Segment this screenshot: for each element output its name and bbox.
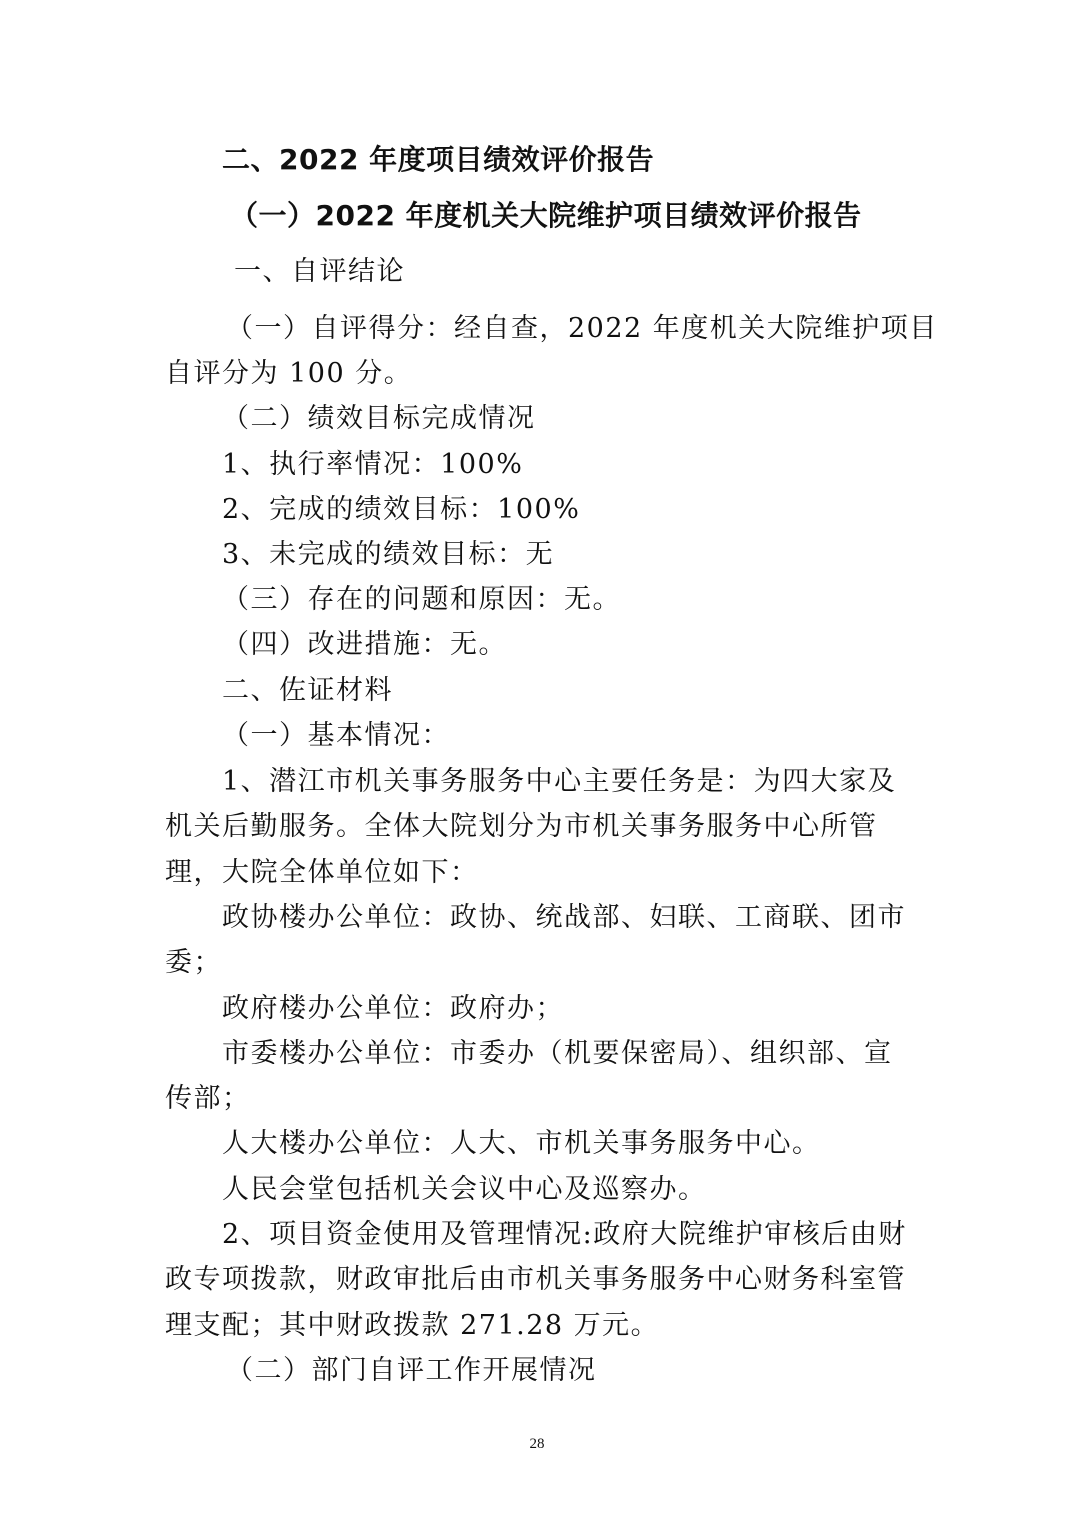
report-title: （一）2022 年度机关大院维护项目绩效评价报告 — [230, 199, 862, 232]
paragraph-line: 二、佐证材料 — [222, 675, 393, 706]
paragraph-line: 自评分为 100 分。 — [165, 358, 413, 389]
paragraph-line: 市委楼办公单位：市委办（机要保密局）、组织部、宣 — [222, 1038, 893, 1069]
paragraph-line: 机关后勤服务。全体大院划分为市机关事务服务中心所管 — [165, 811, 878, 842]
page-number: 28 — [529, 1436, 545, 1452]
paragraph-line: 3、未完成的绩效目标：无 — [222, 539, 555, 570]
paragraph-line: 1、潜江市机关事务服务中心主要任务是：为四大家及 — [222, 766, 897, 797]
paragraph-line: 政府楼办公单位：政府办； — [222, 993, 564, 1024]
paragraph-line: （二）部门自评工作开展情况 — [226, 1355, 597, 1386]
paragraph-line: 1、执行率情况：100% — [222, 449, 524, 480]
paragraph-line: （一）自评得分：经自查，2022 年度机关大院维护项目 — [226, 313, 938, 344]
paragraph-line: 一、自评结论 — [234, 256, 405, 287]
paragraph-line: （四）改进措施：无。 — [222, 629, 507, 660]
paragraph-line: 委； — [165, 947, 222, 978]
paragraph-line: 政专项拨款，财政审批后由市机关事务服务中心财务科室管 — [165, 1264, 906, 1295]
paragraph-line: 理，大院全体单位如下： — [165, 857, 479, 888]
paragraph-line: （一）基本情况： — [222, 720, 450, 751]
paragraph-line: 政协楼办公单位：政协、统战部、妇联、工商联、团市 — [222, 902, 906, 933]
paragraph-line: 理支配；其中财政拨款 271.28 万元。 — [165, 1310, 660, 1341]
paragraph-line: 2、项目资金使用及管理情况:政府大院维护审核后由财 — [222, 1219, 907, 1250]
paragraph-line: 人大楼办公单位：人大、市机关事务服务中心。 — [222, 1128, 821, 1159]
paragraph-line: 人民会堂包括机关会议中心及巡察办。 — [222, 1174, 707, 1205]
section-heading: 二、2022 年度项目绩效评价报告 — [222, 143, 655, 176]
paragraph-line: 2、完成的绩效目标：100% — [222, 494, 581, 525]
paragraph-line: （三）存在的问题和原因：无。 — [222, 584, 621, 615]
paragraph-line: （二）绩效目标完成情况 — [222, 403, 536, 434]
paragraph-line: 传部； — [165, 1083, 251, 1114]
